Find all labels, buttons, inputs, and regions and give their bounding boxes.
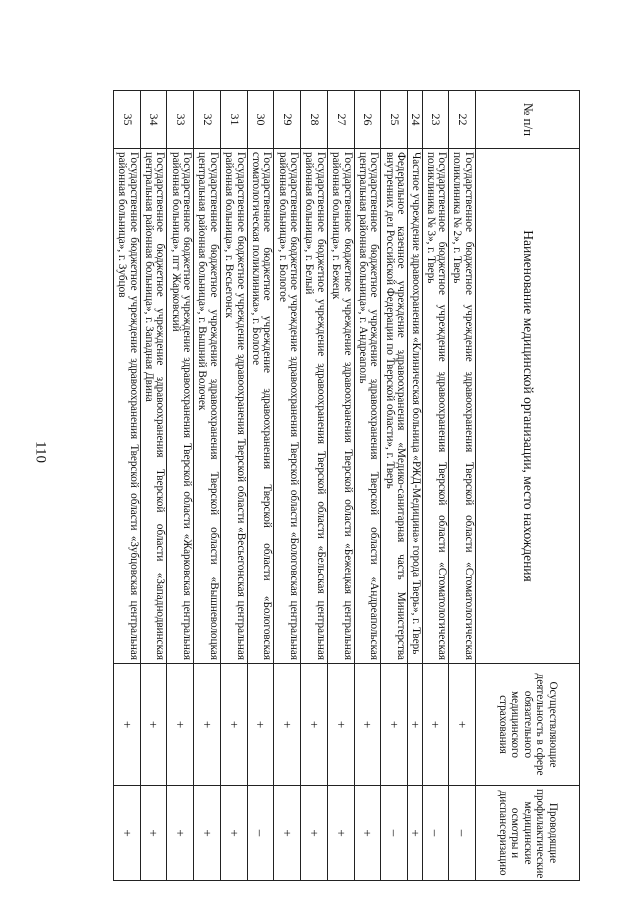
row-number: 32 [194,91,221,149]
row-number: 24 [408,91,422,149]
oms-mark: + [422,664,449,786]
organization-name: Государственное бюджетное учреждение здравоохранения Тверской области «Весьегонская центральная районная больница», г. Весьегонск [220,149,247,664]
organization-name: Государственное бюджетное учреждение здравоохранения Тверской области «Западнодвинская центральная районная больница», г. Западная Двина [140,149,167,664]
prof-mark: + [114,786,141,881]
row-number: 22 [449,91,476,149]
organization-name: Государственное бюджетное учреждение здравоохранения Тверской области «Жарковская центральная районная больница», пгт Жарковский [167,149,194,664]
table-row [247,91,274,881]
oms-mark: + [140,664,167,786]
table-row [167,91,194,881]
prof-mark: + [354,786,381,881]
prof-mark: – [381,786,408,881]
medical-organizations-table [113,90,580,881]
table-row [381,91,408,881]
table-row [114,91,141,881]
row-number: 28 [301,91,328,149]
prof-mark: + [408,786,422,881]
row-number: 34 [140,91,167,149]
prof-mark: – [449,786,476,881]
prof-mark: + [194,786,221,881]
prof-mark: + [140,786,167,881]
header-name: Наименование медицинской организации, место нахождения [476,149,580,664]
header-number: № п/п [476,91,580,149]
row-number: 25 [381,91,408,149]
organization-name: Государственное бюджетное учреждение здравоохранения Тверской области «Вышневолоцкая центральная районная больница», г. Вышний Волочек [194,149,221,664]
organization-name: Государственное бюджетное учреждение здравоохранения Тверской области «Бежецкая центральная районная больница», г. Бежецк [327,149,354,664]
organization-name: Федеральное казенное учреждение здравоохранения «Медико-санитарная часть Министерства внутренних дел Российской Федерации по Тверской области», г. Тверь [381,149,408,664]
organization-name: Частное учреждение здравоохранения «Клиническая больница «РЖД-Медицина» города Тверь», г. Тверь [408,149,422,664]
table-row [220,91,247,881]
prof-mark: + [274,786,301,881]
prof-mark: – [422,786,449,881]
table-row [449,91,476,881]
prof-mark: + [167,786,194,881]
organization-name: Государственное бюджетное учреждение здравоохранения Тверской области «Андреапольская центральная районная больница», г. Андреаполь [354,149,381,664]
oms-mark: + [274,664,301,786]
row-number: 35 [114,91,141,149]
organization-name: Государственное бюджетное учреждение здравоохранения Тверской области «Бологовская стоматологическая поликлиника», г. Бологое [247,149,274,664]
oms-mark: + [194,664,221,786]
oms-mark: + [449,664,476,786]
row-number: 23 [422,91,449,149]
table-row [274,91,301,881]
prof-mark: + [220,786,247,881]
oms-mark: + [114,664,141,786]
oms-mark: + [167,664,194,786]
oms-mark: + [301,664,328,786]
oms-mark: + [220,664,247,786]
table-row [422,91,449,881]
header-prof: Проводящие профилактические медицинские осмотры и диспансеризацию [476,786,580,881]
oms-mark: + [381,664,408,786]
row-number: 31 [220,91,247,149]
row-number: 26 [354,91,381,149]
organization-name: Государственное бюджетное учреждение здравоохранения Тверской области «Бельская центральная районная больница», г. Белый [301,149,328,664]
oms-mark: + [247,664,274,786]
organization-name: Государственное бюджетное учреждение здравоохранения Тверской области «Стоматологическая поликлиника № 2», г. Тверь [449,149,476,664]
table-row [194,91,221,881]
prof-mark: + [301,786,328,881]
oms-mark: + [327,664,354,786]
table-row [354,91,381,881]
rotated-table-container [113,90,580,880]
row-number: 29 [274,91,301,149]
row-number: 27 [327,91,354,149]
oms-mark: + [408,664,422,786]
table-row [408,91,422,881]
row-number: 30 [247,91,274,149]
table-row [301,91,328,881]
organization-name: Государственное бюджетное учреждение здравоохранения Тверской области «Зубцовская центральная районная больница», г. Зубцов [114,149,141,664]
header-oms: Осуществляющие деятельность в сфере обязательного медицинского страхования [476,664,580,786]
table-row [327,91,354,881]
organization-name: Государственное бюджетное учреждение здравоохранения Тверской области «Бологовская центральная районная больница», г. Бологое [274,149,301,664]
organization-name: Государственное бюджетное учреждение здравоохранения Тверской области «Стоматологическая поликлиника № 3», г. Тверь [422,149,449,664]
page-number: 110 [32,441,49,463]
table-row [140,91,167,881]
table-header-row [476,91,580,881]
oms-mark: + [354,664,381,786]
prof-mark: + [327,786,354,881]
row-number: 33 [167,91,194,149]
prof-mark: – [247,786,274,881]
